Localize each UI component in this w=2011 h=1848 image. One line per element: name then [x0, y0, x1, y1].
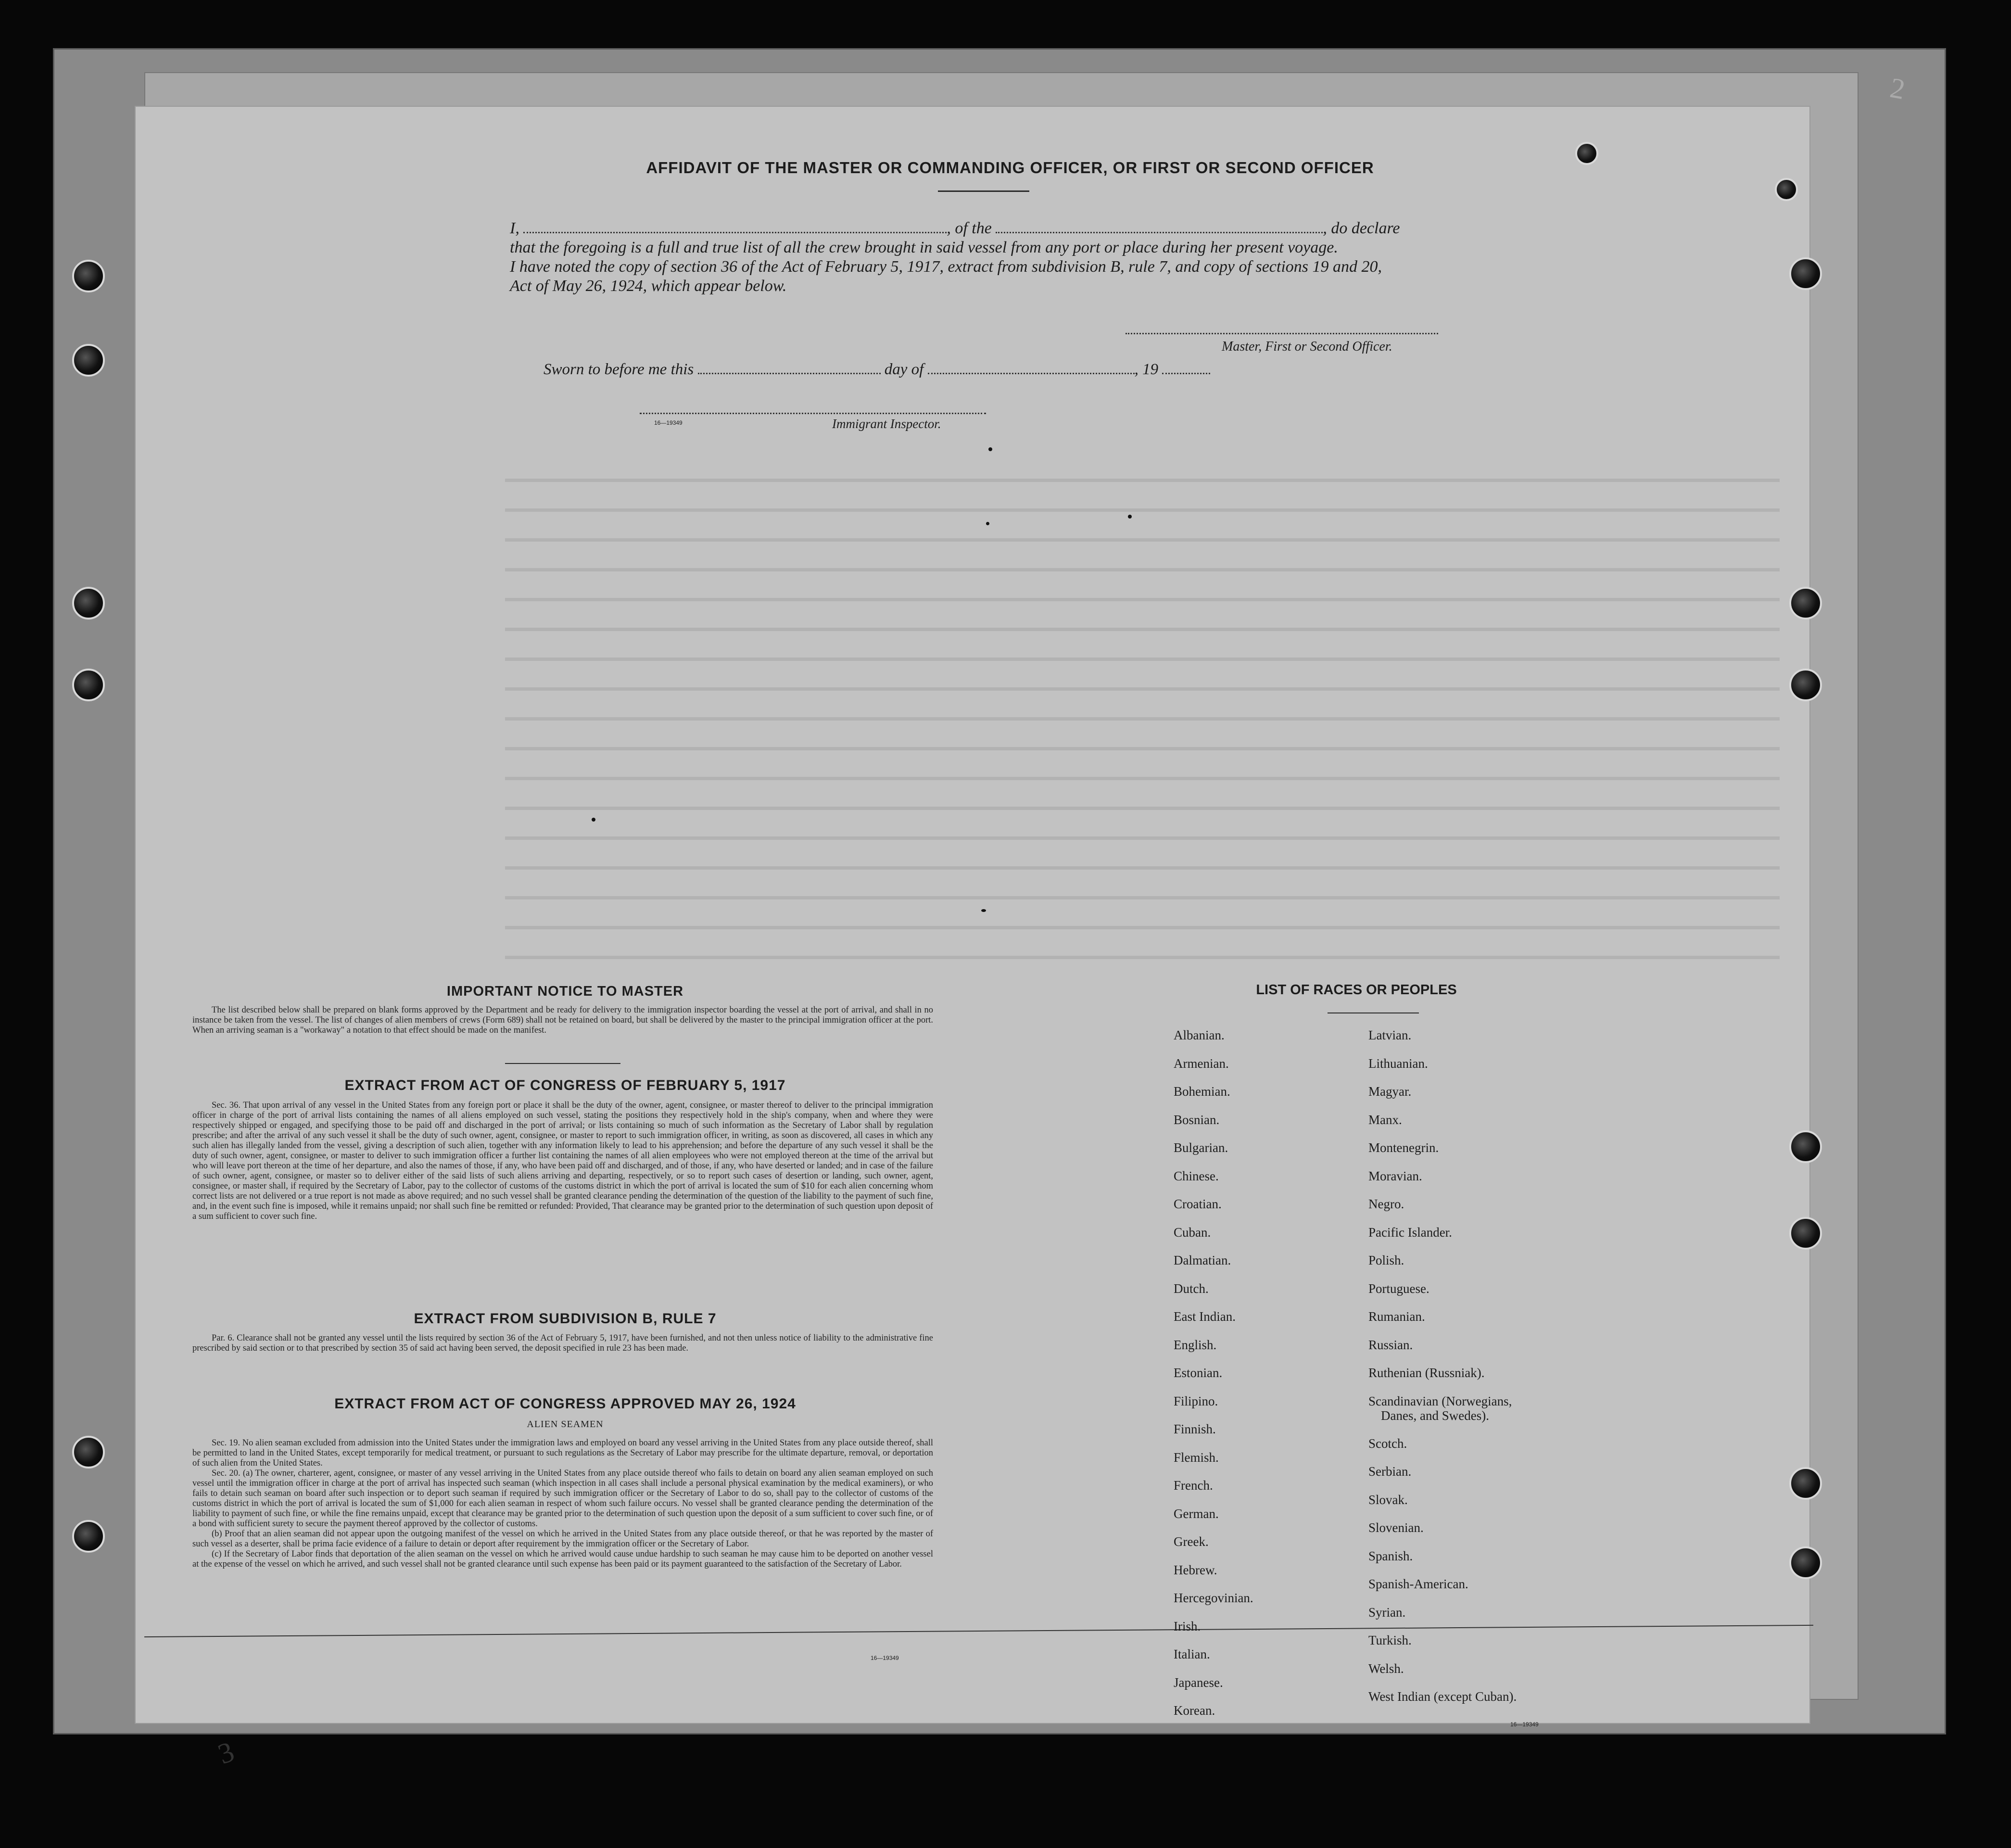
race-item: Irish.	[1174, 1619, 1201, 1633]
races-left-column	[1174, 1028, 1347, 1732]
ink-speck	[1128, 515, 1132, 519]
extract-rule7-text: Par. 6. Clearance shall not be granted any vessel until the lists required by section 36 of the Act of February 5, 1917, have been furnished, and not then unless notice of liability to the administrative fine prescribed by said section or to that prescribed by section 35 of said act having been served, the deposit specified in rule 23 has been made.	[192, 1333, 933, 1353]
binder-hole	[72, 260, 105, 292]
race-item: Italian.	[1174, 1647, 1210, 1661]
binder-hole	[1789, 1467, 1822, 1500]
race-item: English.	[1174, 1337, 1217, 1352]
ink-speck	[988, 447, 992, 451]
race-item: Slovak.	[1368, 1492, 1408, 1507]
races-right-column	[1368, 1028, 1609, 1718]
race-item: Cuban.	[1174, 1225, 1211, 1240]
extract-1917-body	[192, 1101, 933, 1222]
race-item: Scotch.	[1368, 1436, 1407, 1451]
race-item: Polish.	[1368, 1253, 1404, 1267]
race-item: Bulgarian.	[1174, 1140, 1228, 1155]
name-field[interactable]	[523, 232, 947, 233]
race-item	[1368, 1394, 1609, 1436]
section-rule	[505, 1063, 620, 1064]
sworn-year-field[interactable]	[1162, 373, 1210, 374]
binder-hole	[72, 344, 105, 377]
ink-speck	[986, 522, 989, 525]
race-item: Korean.	[1174, 1703, 1215, 1718]
affidavit-title: AFFIDAVIT OF THE MASTER OR COMMANDING OFFICER, OR FIRST OR SECOND OFFICER	[646, 159, 1374, 177]
sec20b-text: (b) Proof that an alien seaman did not appear upon the outgoing manifest of the vessel on which he arrived in the United States from any place outside thereof, or that he was reported by the master of such vessel as a deserter, shall be prima facie evidence of a failure to detain or deport after requirement by the immigration officer or the Secretary of Labor.	[192, 1529, 933, 1549]
form-code: 16—19349	[654, 419, 683, 426]
race-item: Hercegovinian.	[1174, 1591, 1253, 1605]
sworn-statement	[544, 361, 1210, 379]
race-item: West Indian (except Cuban).	[1368, 1689, 1517, 1704]
race-item: Albanian.	[1174, 1028, 1225, 1042]
race-item: Slovenian.	[1368, 1520, 1424, 1535]
race-item: Armenian.	[1174, 1056, 1229, 1071]
show-through-text	[505, 452, 1780, 981]
race-item: Bosnian.	[1174, 1112, 1220, 1127]
race-item: Syrian.	[1368, 1605, 1406, 1620]
declaration-line-4: Act of May 26, 1924, which appear below.	[510, 277, 787, 295]
race-item: Russian.	[1368, 1337, 1413, 1352]
race-item: Greek.	[1174, 1534, 1209, 1549]
race-item: Ruthenian (Russniak).	[1368, 1366, 1485, 1380]
race-item: Pacific Islander.	[1368, 1225, 1452, 1240]
race-item: Manx.	[1368, 1112, 1402, 1127]
extract-form-code: 16—19349	[871, 1655, 899, 1661]
race-item: Spanish.	[1368, 1548, 1413, 1563]
inspector-signature-line[interactable]	[640, 413, 986, 414]
sec20a-text: Sec. 20. (a) The owner, charterer, agent, consignee, or master of any vessel arriving in the United States from any place outside thereof who fails to detain on board any alien seaman employed on such vessel until the immigration officer in charge at the port of arrival has inspected such seaman (which inspection in all cases shall include a personal physical examination by the medical examiners), or who fails to detain such seaman on board after such inspection or to deport such seaman if required by such immigration officer or the Secretary of Labor to do so, shall pay to the collector of customs of the customs district in which the port of arrival is located the sum of $1,000 for each alien seaman in respect of whom such failure occurs. No vessel shall be granted clearance pending the determination of the liability to payment of such fine, or while the fine remains unpaid, except that clearance may be granted prior to the determination of such question upon the deposit of a sum sufficient to cover such fine, or of a bond with sufficient surety to secure the payment thereof approved by the collector of customs.	[192, 1468, 933, 1529]
race-item: Turkish.	[1368, 1633, 1412, 1647]
binder-hole	[1789, 257, 1822, 290]
binder-hole	[1789, 587, 1822, 620]
race-item: Montenegrin.	[1368, 1140, 1439, 1155]
sec20c-text: (c) If the Secretary of Labor finds that deportation of the alien seaman on the vessel on which he arrived would cause undue hardship to such seaman he may cause him to be deported on another vessel at the expense of the vessel on which he arrived, and such vessel shall not be granted clearance until such expense has been paid or its payment guaranteed to the satisfaction of the Secretary of Labor.	[192, 1549, 933, 1569]
race-item-line: Danes, and Swedes).	[1381, 1408, 1489, 1423]
binder-hole	[72, 1436, 105, 1468]
sworn-month-field[interactable]	[928, 373, 1135, 374]
sec19-text: Sec. 19. No alien seaman excluded from admission into the United States under the immigration laws and employed on board any vessel arriving in the United States from any place outside thereof, shall be permitted to land in the United States, except temporarily for medical treatment, or pursuant to such regulations as the Secretary of Labor may prescribe for the ultimate departure, removal, or deportation of such alien from the United States.	[192, 1438, 933, 1468]
race-item: Flemish.	[1174, 1450, 1219, 1465]
race-item: Welsh.	[1368, 1661, 1404, 1676]
race-item: Finnish.	[1174, 1422, 1216, 1436]
notice-heading: IMPORTANT NOTICE TO MASTER	[446, 984, 684, 999]
binder-hole	[72, 587, 105, 620]
race-item: Spanish-American.	[1368, 1577, 1468, 1591]
race-item: Filipino.	[1174, 1393, 1218, 1408]
title-rule	[938, 190, 1029, 192]
race-item: Hebrew.	[1174, 1562, 1217, 1577]
sworn-year-label: , 19	[1134, 361, 1159, 378]
race-item: Japanese.	[1174, 1675, 1223, 1690]
race-item: French.	[1174, 1478, 1213, 1493]
race-item-line: Scandinavian (Norwegians,	[1368, 1393, 1512, 1408]
master-signature-label: Master, First or Second Officer.	[1222, 339, 1392, 354]
extract-1917-text: Sec. 36. That upon arrival of any vessel in the United States from any foreign port or place it shall be the duty of the owner, agent, consignee, or master thereof to deliver to the principal immigration officer in charge of the port of arrival lists containing the names of all aliens employed on such vessel, stating the positions they respectively hold in the ship's company, when and where they were respectively shipped or engaged, and specifying those to be paid off and discharged in the port of arrival; or lists containing so much of such information as the Secretary of Labor shall by regulation prescribe; and after the arrival of any such vessel it shall be the duty of such owner, agent, consignee, or master to report to such immigration officer, in writing, as soon as discovered, all cases in which any such alien has illegally landed from the vessel, giving a description of such alien, together with any information likely to lead to his apprehension; and before the departure of any such vessel it shall be the duty of such owner, agent, consignee, or master to deliver to such immigration officer a further list containing the names of all alien employees who were not employed thereon at the time of the arrival but who will leave port thereon at the time of her departure, and also the names of those, if any, who have been paid off and discharged, and of those, if any, who have deserted or landed; and in case of the failure of such owner, agent, consignee, or master so to deliver either of the said lists of such aliens arriving and departing, respectively, or so to report such cases of desertion or landing, such owner, agent, consignee, or master shall, if required by the Secretary of Labor, pay to the collector of customs of the customs district in which the port of arrival is located the sum of $10 for each alien concerning whom correct lists are not delivered or a true report is not made as above required; and no such vessel shall be granted clearance pending the determination of the question of the liability to the payment of such fine, and, in the event such fine is imposed, while it remains unpaid; nor shall such fine be remitted or refunded: Provided, That clearance may be granted prior to the determination of such question upon deposit of a sum sufficient to cover such fine.	[192, 1101, 933, 1221]
binder-hole	[72, 669, 105, 701]
race-item: Portuguese.	[1368, 1281, 1429, 1296]
alien-seamen-subheading: ALIEN SEAMEN	[527, 1419, 604, 1430]
race-item: Chinese.	[1174, 1168, 1219, 1183]
race-item: German.	[1174, 1506, 1219, 1521]
ink-speck	[592, 818, 595, 822]
notice-body	[192, 1005, 933, 1036]
binder-hole	[72, 1520, 105, 1553]
declaration-line-3: I have noted the copy of section 36 of the Act of February 5, 1917, extract from subdivision B, rule 7, and copy of sections 19 and 20,	[510, 258, 1382, 276]
race-item: Negro.	[1368, 1197, 1404, 1211]
ink-speck	[981, 909, 986, 912]
binder-hole	[1775, 178, 1798, 201]
declaration-declare: , do declare	[1323, 219, 1400, 237]
race-item: Bohemian.	[1174, 1084, 1230, 1099]
race-item: Serbian.	[1368, 1464, 1412, 1479]
binder-hole	[1789, 1130, 1822, 1163]
race-item: Dalmatian.	[1174, 1253, 1231, 1267]
master-signature-line[interactable]	[1126, 333, 1438, 334]
sworn-day-label: day of	[884, 361, 924, 378]
handwritten-mark-top-right: 2	[1887, 71, 1908, 106]
race-item: Latvian.	[1368, 1028, 1412, 1042]
inspector-label: Immigrant Inspector.	[832, 417, 941, 431]
declaration-block	[510, 219, 1472, 296]
extract-1924-heading: EXTRACT FROM ACT OF CONGRESS APPROVED MAY 26, 1924	[334, 1396, 796, 1412]
binder-hole	[1789, 669, 1822, 701]
race-item: Rumanian.	[1368, 1309, 1425, 1324]
declaration-of-the: , of the	[947, 219, 992, 237]
binder-hole	[1789, 1546, 1822, 1579]
notice-text: The list described below shall be prepared on blank forms approved by the Department and be ready for delivery to the immigration inspector boarding the vessel at the port of arrival, and shall in no instance be taken from the vessel. The list of changes of alien members of crews (Form 689) shall not be retained on board, but shall be delivered by the master to the principal immigration officer at the port. When an arriving seaman is a "workaway" a notation to that effect should be made on the manifest.	[192, 1005, 933, 1035]
race-item: Moravian.	[1368, 1168, 1422, 1183]
race-item: East Indian.	[1174, 1309, 1236, 1324]
handwritten-mark-bottom-left: 3	[214, 1735, 239, 1771]
sworn-prefix: Sworn to before me this	[544, 361, 694, 378]
race-item: Estonian.	[1174, 1366, 1223, 1380]
declaration-i: I,	[510, 219, 519, 237]
race-item: Croatian.	[1174, 1197, 1222, 1211]
vessel-field[interactable]	[996, 232, 1323, 233]
races-form-code: 16—19349	[1510, 1721, 1539, 1728]
extract-rule7-body	[192, 1333, 933, 1354]
binder-hole	[1789, 1217, 1822, 1250]
extract-1924-body	[192, 1438, 933, 1570]
binder-hole	[1575, 142, 1598, 165]
sworn-date-field[interactable]	[698, 373, 881, 374]
extract-rule7-heading: EXTRACT FROM SUBDIVISION B, RULE 7	[414, 1311, 717, 1327]
declaration-line-2: that the foregoing is a full and true list of all the crew brought in said vessel from any port or place during her present voyage.	[510, 239, 1338, 256]
extract-1917-heading: EXTRACT FROM ACT OF CONGRESS OF FEBRUARY 5, 1917	[344, 1077, 786, 1093]
race-item: Magyar.	[1368, 1084, 1412, 1099]
race-item: Lithuanian.	[1368, 1056, 1428, 1071]
race-item: Dutch.	[1174, 1281, 1209, 1296]
races-heading: LIST OF RACES OR PEOPLES	[1256, 982, 1457, 998]
